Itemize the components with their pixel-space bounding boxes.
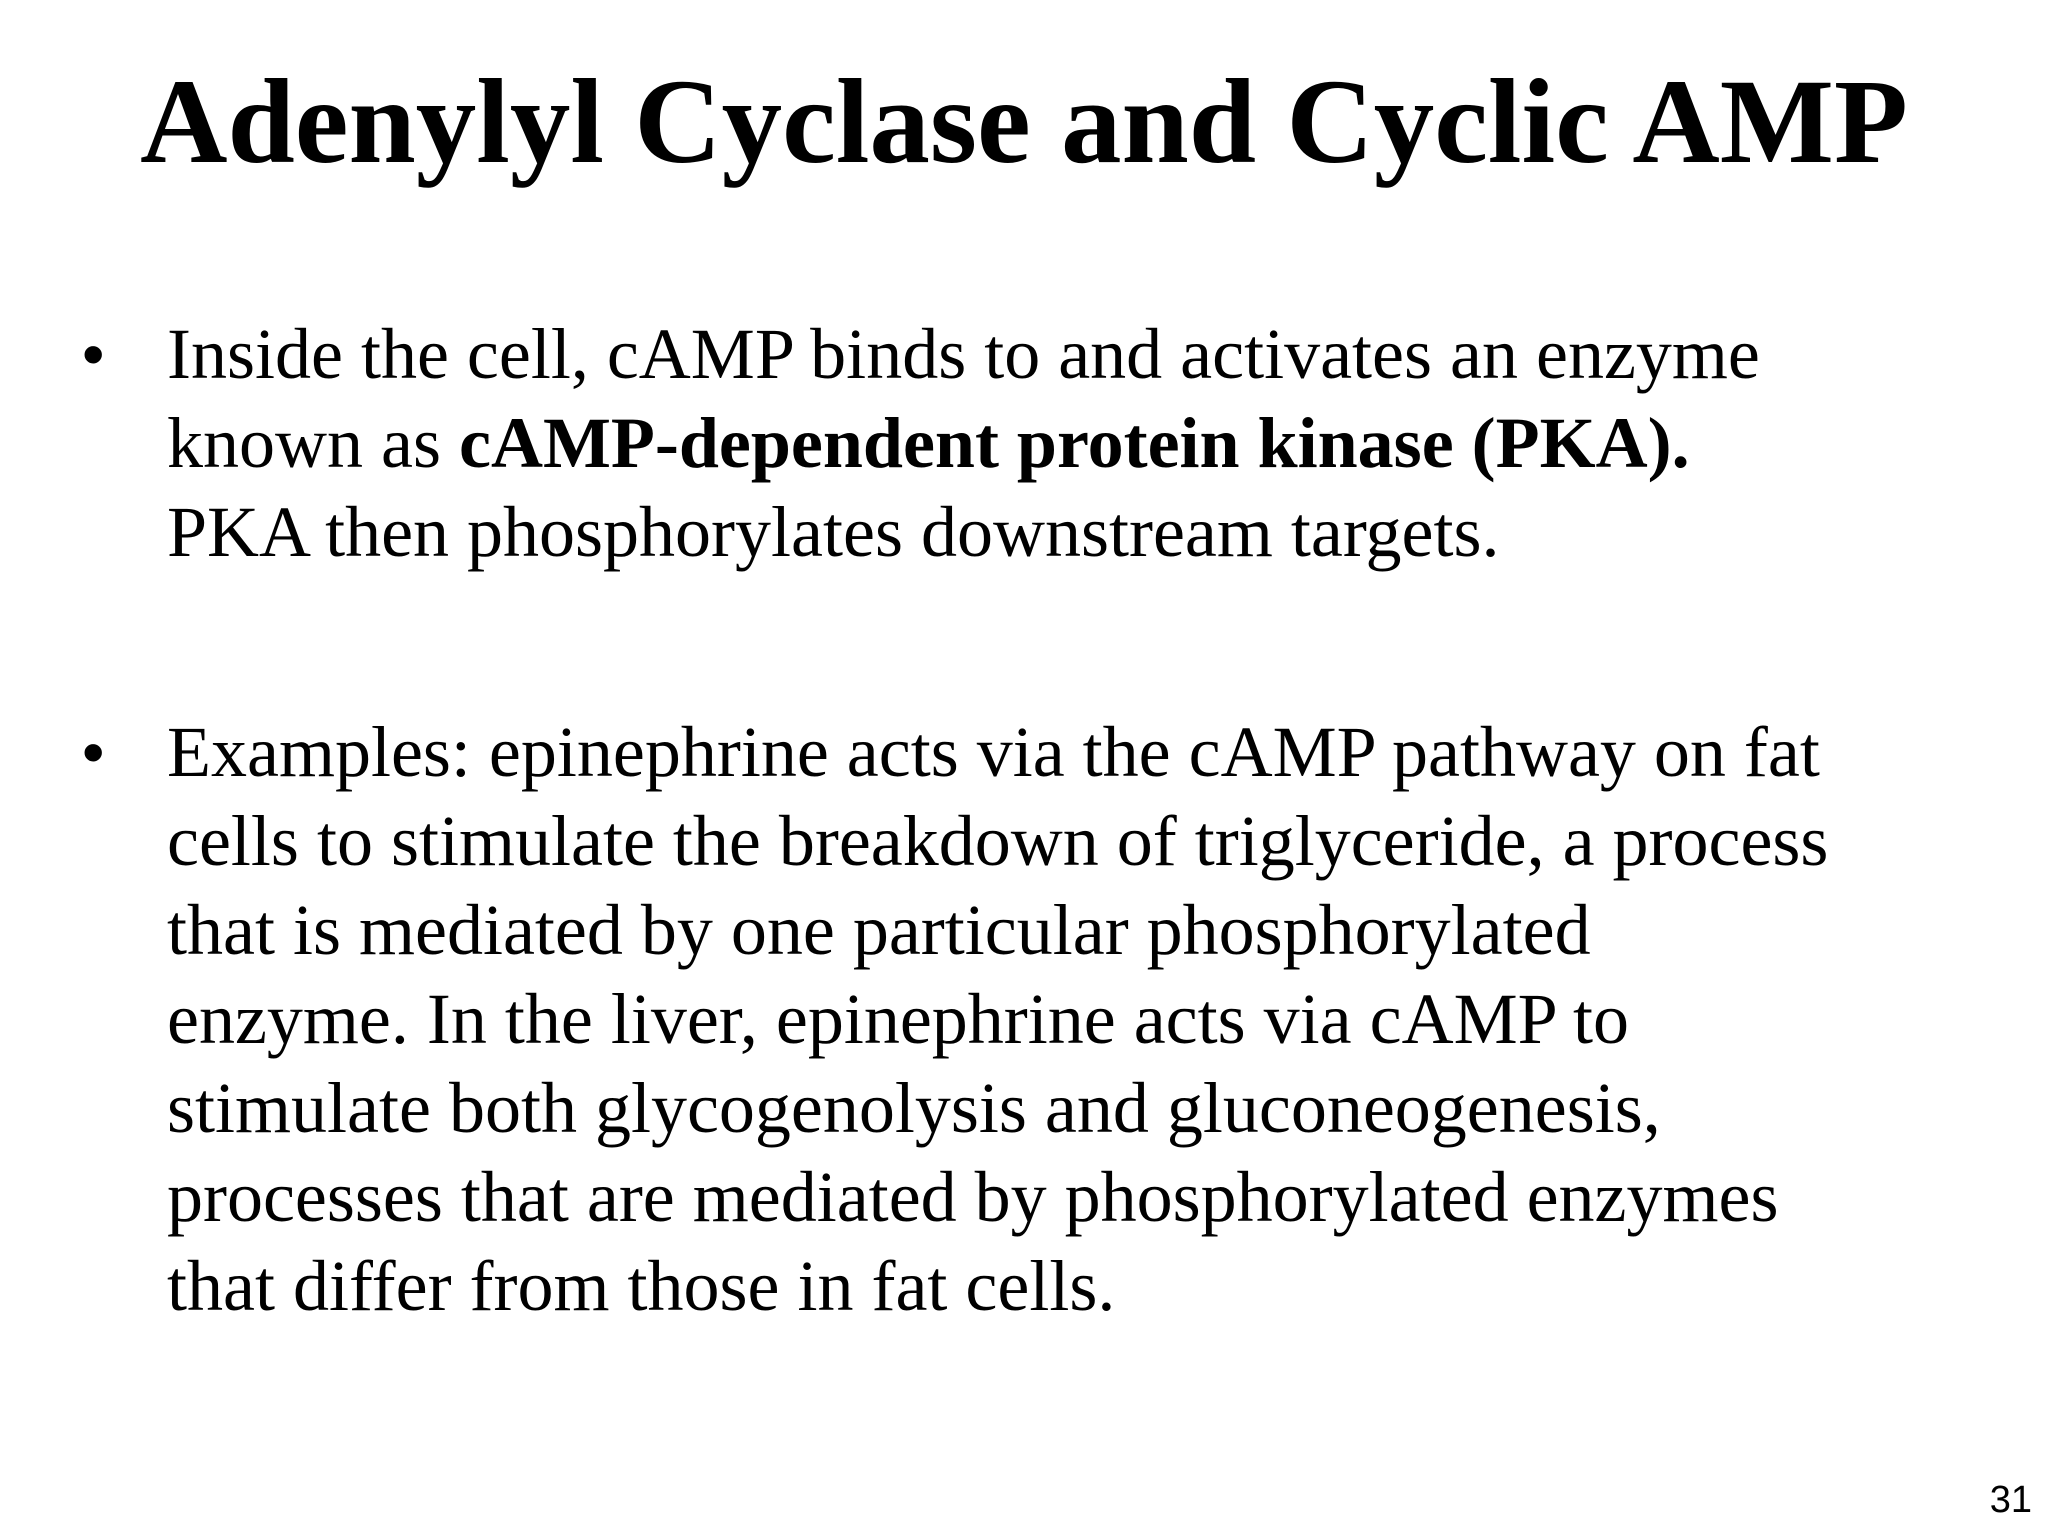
text-segment: Inside the cell, cAMP binds to and activates an enzyme	[167, 314, 1760, 394]
text-segment: stimulate both glycogenolysis and gluconeogenesis,	[167, 1068, 1661, 1148]
text-segment: PKA then phosphorylates downstream targets.	[167, 492, 1500, 572]
text-segment: that differ from those in fat cells.	[167, 1246, 1116, 1326]
bullet-text	[167, 708, 1828, 1331]
text-line	[167, 399, 1760, 488]
text-line	[167, 1153, 1828, 1242]
bullet-point-icon: •	[82, 318, 105, 390]
emphasized-term: cAMP-dependent protein kinase (PKA).	[458, 403, 1690, 483]
text-segment: processes that are mediated by phosphorylated enzymes	[167, 1157, 1779, 1237]
text-segment: enzyme. In the liver, epinephrine acts via cAMP to	[167, 979, 1629, 1059]
slide-title: Adenylyl Cyclase and Cyclic AMP	[140, 55, 1908, 189]
text-segment: Examples: epinephrine acts via the cAMP pathway on fat	[167, 712, 1820, 792]
text-line	[167, 975, 1828, 1064]
text-segment: cells to stimulate the breakdown of triglyceride, a process	[167, 801, 1829, 881]
text-line	[167, 708, 1828, 797]
text-line	[167, 488, 1760, 577]
text-line	[167, 797, 1828, 886]
text-line	[167, 1242, 1828, 1331]
bullet-point-icon: •	[82, 716, 105, 788]
text-line	[167, 1064, 1828, 1153]
text-line	[167, 310, 1760, 399]
text-line	[167, 886, 1828, 975]
text-segment: that is mediated by one particular phosphorylated	[167, 890, 1591, 970]
bullet-text	[167, 310, 1760, 577]
page-number: 31	[1989, 1479, 2032, 1521]
text-segment: known as	[167, 403, 459, 483]
